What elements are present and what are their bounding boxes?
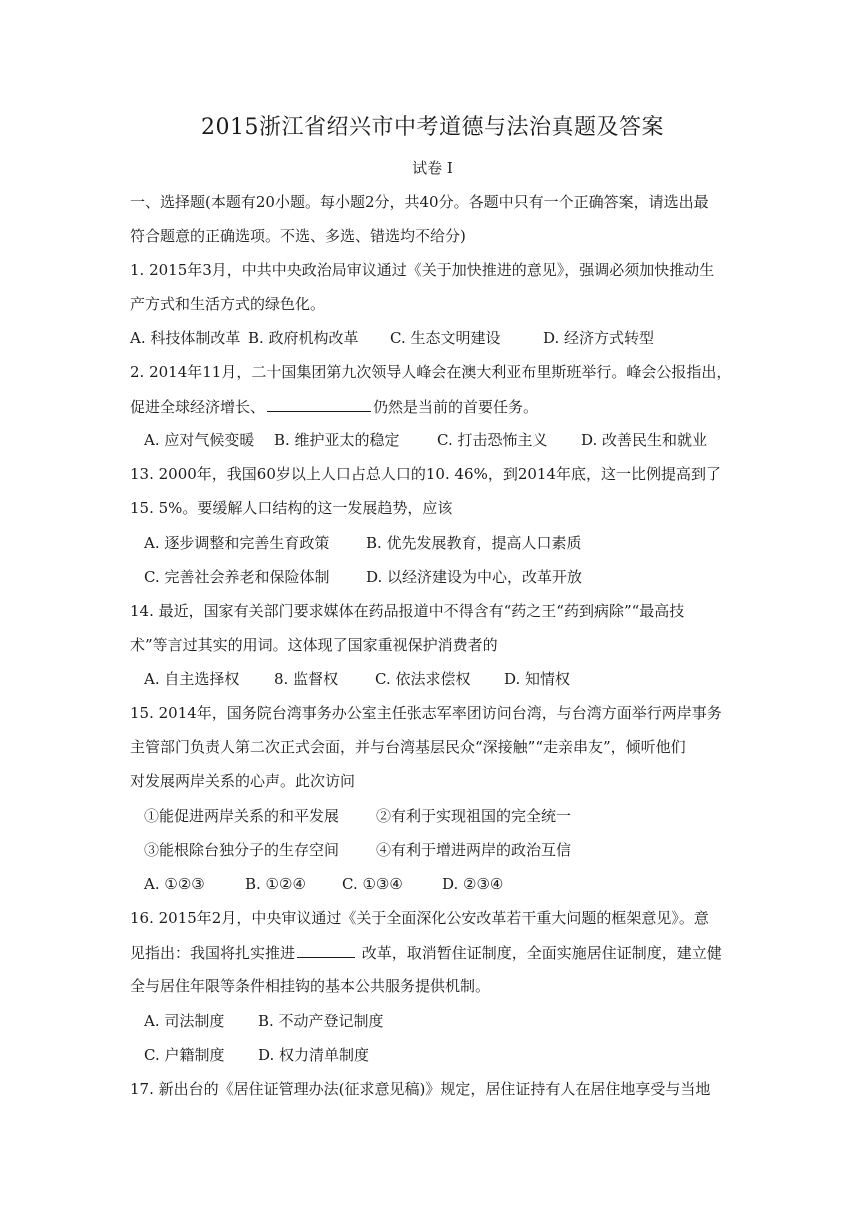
option-b: 8. 监督权 [274, 670, 339, 688]
statement-4: ④有利于增进两岸的政治互信 [376, 841, 572, 859]
option-c: C. 完善社会养老和保险体制 [144, 568, 330, 586]
question-2-stem-line-2 [130, 395, 740, 418]
question-15-items-row-1 [144, 805, 754, 827]
question-1-stem-line-2: 产方式和生活方式的绿色化。 [130, 295, 326, 313]
option-d: D. 经济方式转型 [543, 329, 655, 347]
question-16-stem-line-3: 全与居住年限等条件相挂钩的基本公共服务提供机制。 [130, 977, 491, 995]
paper-subtitle: 试卷 I [412, 159, 453, 177]
option-a: A. ①②③ [144, 875, 205, 893]
option-d: D. 权力清单制度 [258, 1046, 370, 1064]
question-16-options-row-2 [144, 1044, 754, 1066]
question-14-stem-line-2: 术”等言过其实的用词。这体现了国家重视保护消费者的 [130, 636, 498, 654]
question-16-text-after-blank: 改革，取消暂住证制度，全面实施居住证制度，建立健 [357, 944, 722, 962]
option-c: C. ①③④ [342, 875, 403, 893]
question-15-options [144, 873, 754, 895]
question-2-options [144, 429, 754, 451]
question-2-text-before-blank: 促进全球经济增长、 [130, 398, 266, 416]
option-c: C. 依法求偿权 [375, 670, 471, 688]
question-15-stem-line-1: 15. 2014年，国务院台湾事务办公室主任张志军率团访问台湾，与台湾方面举行两岸事务 [130, 704, 722, 722]
option-d: D. ②③④ [442, 875, 504, 893]
page-title: 2015浙江省绍兴市中考道德与法治真题及答案 [201, 115, 664, 140]
question-1-stem-line-1: 1. 2015年3月，中共中央政治局审议通过《关于加快推进的意见》，强调必须加快推动生 [130, 261, 715, 279]
option-a: A. 逐步调整和完善生育政策 [144, 534, 330, 552]
statement-3: ③能根除台独分子的生存空间 [144, 841, 340, 859]
fill-in-blank [297, 941, 355, 958]
question-14-options [144, 668, 754, 690]
option-b: B. 维护亚太的稳定 [274, 431, 400, 449]
option-c: C. 打击恐怖主义 [437, 431, 548, 449]
option-b: B. 优先发展教育，提高人口素质 [366, 534, 582, 552]
option-a: A. 自主选择权 [144, 670, 240, 688]
option-d: D. 知情权 [504, 670, 571, 688]
option-c: C. 户籍制度 [144, 1046, 225, 1064]
option-c: C. 生态文明建设 [390, 329, 501, 347]
fill-in-blank [267, 395, 371, 412]
question-14-stem-line-1: 14. 最近，国家有关部门要求媒体在药品报道中不得含有“药之王“药到病除”“最高技 [130, 602, 685, 620]
question-15-items-row-2 [144, 839, 754, 861]
question-15-stem-line-3: 对发展两岸关系的心声。此次访问 [130, 772, 356, 790]
option-b: B. 不动产登记制度 [258, 1012, 384, 1030]
option-b: B. 政府机构改革 [248, 329, 359, 347]
option-a: A. 科技体制改革 [130, 329, 241, 347]
question-17-stem-line-1: 17. 新出台的《居住证管理办法(征求意见稿)》规定，居住证持有人在居住地享受与当地 [130, 1080, 711, 1098]
option-a: A. 司法制度 [144, 1012, 225, 1030]
section-instructions-line-2: 符合题意的正确选项。不选、多选、错选均不给分) [130, 227, 466, 245]
question-13-stem-line-1: 13. 2000年，我国60岁以上人口占总人口的10. 46%，到2014年底，这一比例提高到了 [130, 465, 722, 483]
question-16-stem-line-2 [130, 941, 740, 964]
statement-2: ②有利于实现祖国的完全统一 [376, 807, 572, 825]
question-1-options [130, 327, 740, 349]
question-16-stem-line-1: 16. 2015年2月，中央审议通过《关于全面深化公安改革若干重大问题的框架意见》。意 [130, 909, 709, 927]
question-15-stem-line-2: 主管部门负责人第二次正式会面，并与台湾基层民众“深接触”“走亲串友”，倾听他们 [130, 738, 686, 756]
question-16-text-before-blank: 见指出：我国将扎实推进 [130, 944, 296, 962]
question-2-text-after-blank: 仍然是当前的首要任务。 [373, 398, 539, 416]
option-b: B. ①②④ [245, 875, 306, 893]
option-d: D. 改善民生和就业 [581, 431, 708, 449]
question-2-stem-line-1: 2. 2014年11月，二十国集团第九次领导人峰会在澳大利亚布里斯班举行。峰会公报指出， [130, 363, 732, 381]
question-16-options-row-1 [144, 1010, 754, 1032]
option-d: D. 以经济建设为中心，改革开放 [366, 568, 583, 586]
section-instructions-line-1: 一、选择题(本题有20小题。每小题2分，共40分。各题中只有一个正确答案，请选出最 [130, 193, 709, 211]
statement-1: ①能促进两岸关系的和平发展 [144, 807, 340, 825]
question-13-stem-line-2: 15. 5%。要缓解人口结构的这一发展趋势，应该 [130, 499, 453, 517]
option-a: A. 应对气候变暖 [144, 431, 255, 449]
question-13-options-row-2 [144, 566, 754, 588]
question-13-options-row-1 [144, 532, 754, 554]
